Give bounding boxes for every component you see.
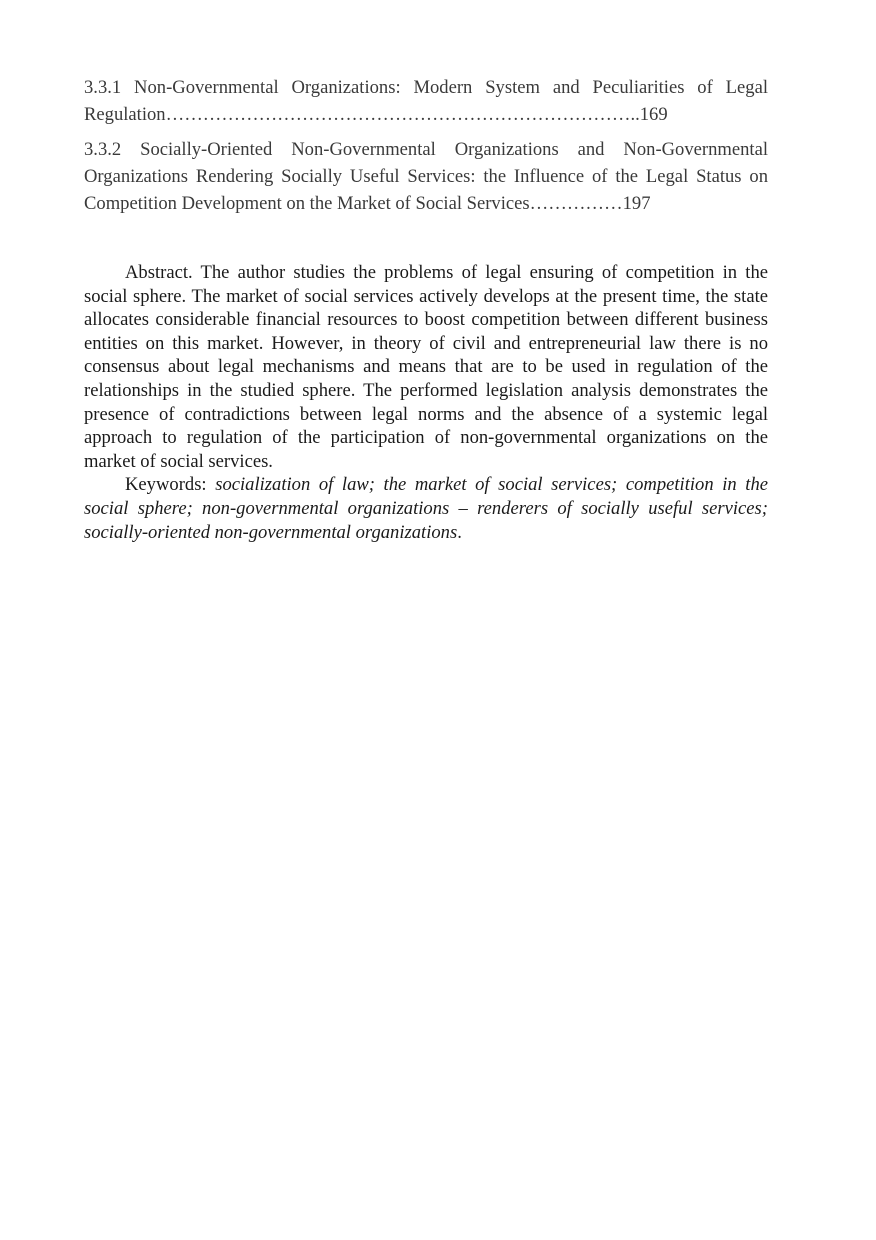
abstract-section xyxy=(84,261,768,544)
abstract-label: Abstract. xyxy=(125,262,193,283)
toc-entry-leader: …………… xyxy=(529,193,623,214)
keywords-text: socialization of law; the market of social services; competition in the social sphere; non-governmental organizations – renderers of socially useful services; socially-oriented non-governmental organizations xyxy=(84,474,768,543)
toc-entry-leader: ………………………………………………………………….. xyxy=(165,104,640,125)
keywords-label: Keywords: xyxy=(125,474,207,496)
keywords-paragraph xyxy=(84,473,768,544)
toc-entry-page-number: 169 xyxy=(639,104,668,125)
document-page xyxy=(84,74,768,544)
abstract-paragraph xyxy=(84,261,768,473)
toc-entry-3-3-1[interactable] xyxy=(84,74,768,128)
toc-entry-page-number: 197 xyxy=(622,193,651,214)
toc-entry-3-3-2[interactable] xyxy=(84,136,768,217)
keywords-end: . xyxy=(457,521,462,543)
toc-entry-title: 3.3.1 Non-Governmental Organizations: Modern System and Peculiarities of Legal Regulation xyxy=(84,77,768,125)
abstract-text: The author studies the problems of legal ensuring of competition in the social sphere. The market of social services actively develops at the present time, the state allocates considerable financial resources to boost competition between different business entities on this market. However, in theory of civil and entrepreneurial law there is no consensus about legal mechanisms and means that are to be used in regulation of the relationships in the studied sphere. The performed legislation analysis demonstrates the presence of contradictions between legal norms and the absence of a systemic legal approach to regulation of the participation of non-governmental organizations on the market of social services. xyxy=(84,262,768,472)
toc-entry-title: 3.3.2 Socially-Oriented Non-Governmental Organizations and Non-Governmental Organizations Rendering Socially Useful Services: the Influence of the Legal Status on Competition Development on the Market of Social Services xyxy=(84,139,768,214)
